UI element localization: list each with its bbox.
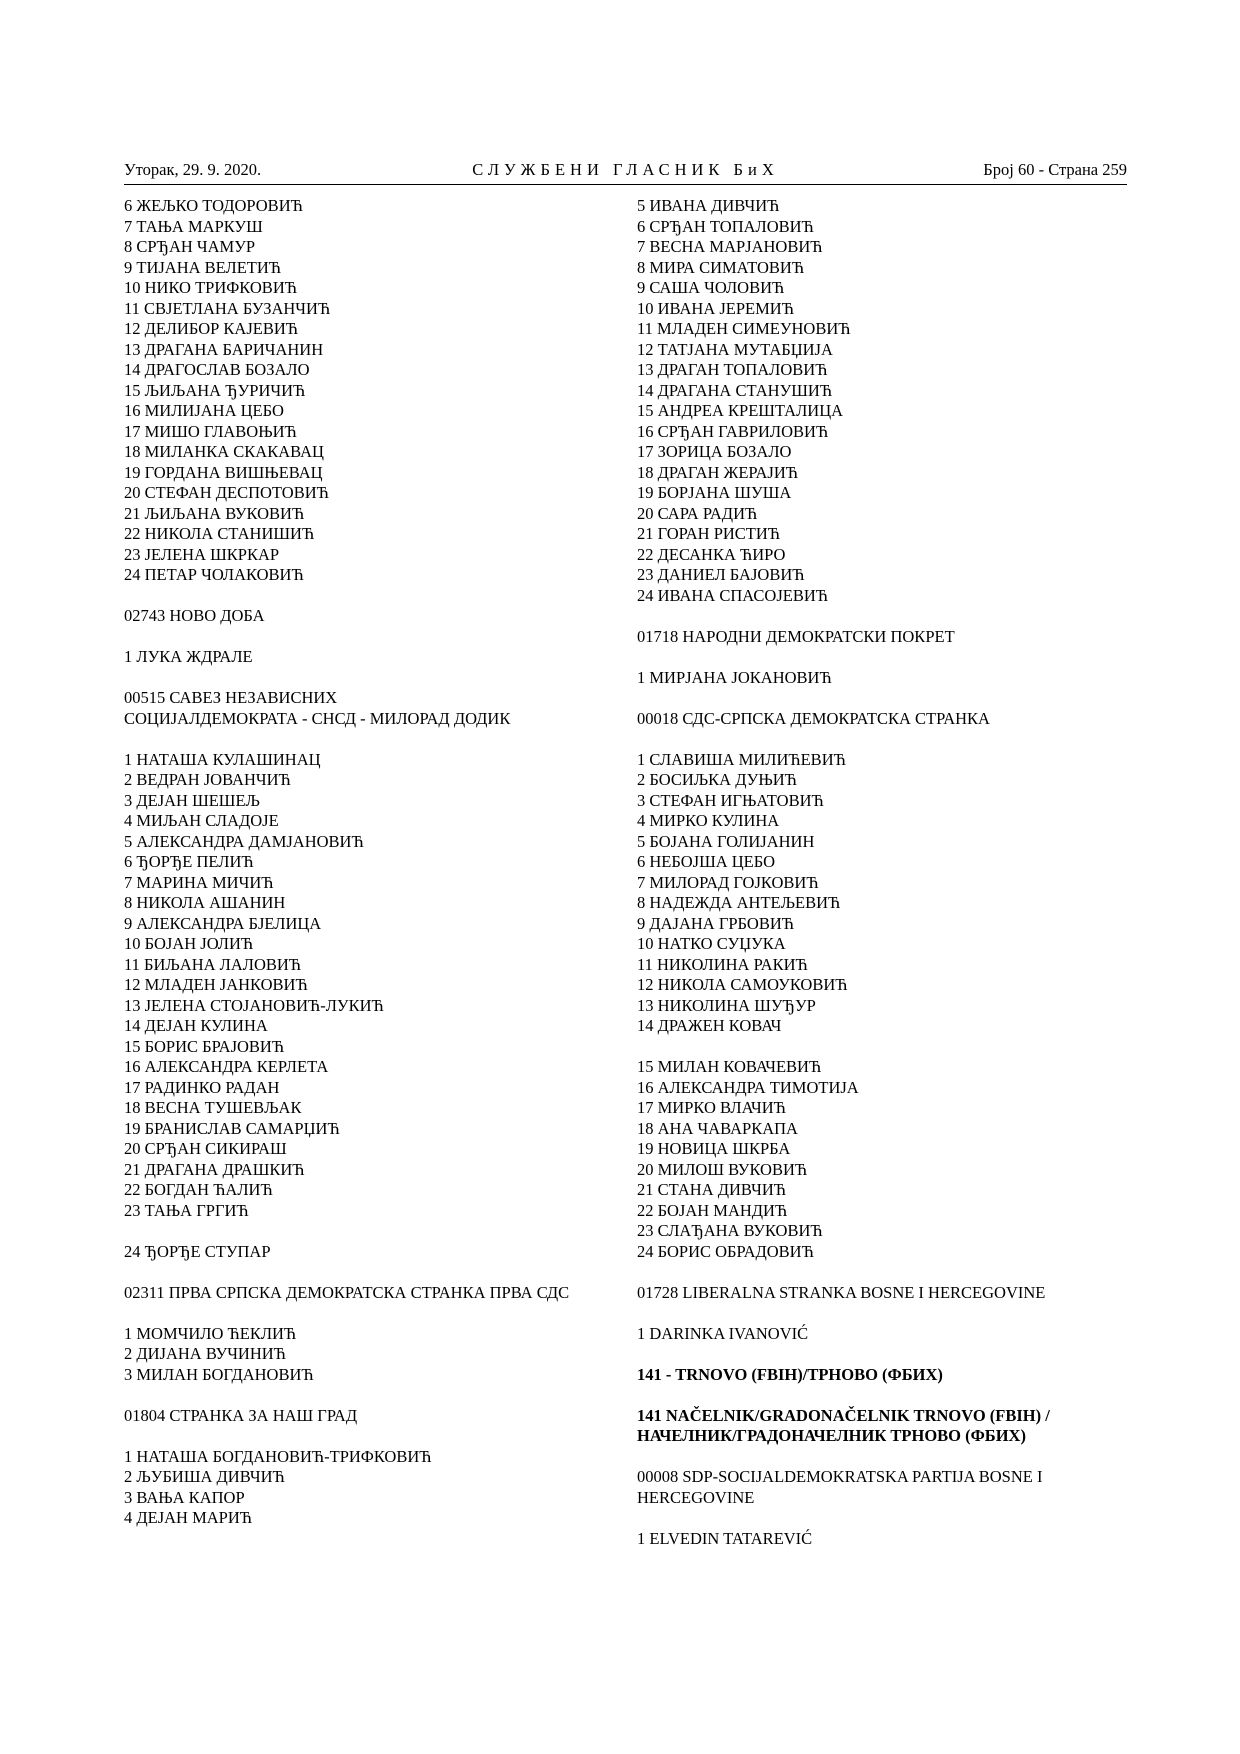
text-block	[124, 647, 586, 668]
text-line: 14 ДРАГАНА СТАНУШИЋ	[637, 380, 833, 400]
text-block	[637, 668, 1099, 689]
text-line: 1 ЛУКА ЖДРАЛЕ	[124, 647, 253, 666]
text-line: 12 МЛАДЕН ЈАНКОВИЋ	[124, 975, 308, 994]
text-line: 7 МИЛОРАД ГОЈКОВИЋ	[637, 872, 819, 892]
text-line: 1 DARINKA IVANOVIĆ	[637, 1323, 809, 1343]
text-line: 3 МИЛАН БОГДАНОВИЋ	[124, 1364, 314, 1384]
text-line: 9 ДАЈАНА ГРБОВИЋ	[637, 913, 794, 933]
text-line: 16 МИЛИЈАНА ЦЕБО	[124, 401, 284, 420]
text-line: 22 БОЈАН МАНДИЋ	[637, 1200, 788, 1220]
text-block	[637, 1467, 1099, 1508]
text-line: 19 НОВИЦА ШКРБА	[637, 1139, 791, 1158]
text-line: 1 МИРЈАНА ЈОКАНОВИЋ	[637, 667, 832, 687]
text-block	[637, 1529, 1099, 1550]
text-line: 8 НИКОЛА АШАНИН	[124, 893, 286, 912]
text-line: 00008 SDP-SOCIJALDEMOKRATSKA PARTIJA BOSNE I HERCEGOVINE	[637, 1467, 1043, 1507]
text-line: 18 МИЛАНКА СКАКАВАЦ	[124, 442, 324, 461]
text-line: 12 ДЕЛИБОР КАЈЕВИЋ	[124, 319, 298, 338]
text-line: 1 НАТАША БОГДАНОВИЋ-ТРИФКОВИЋ	[124, 1446, 432, 1466]
text-line: 9 ТИЈАНА ВЕЛЕТИЋ	[124, 257, 282, 277]
text-line: 7 ТАЊА МАРКУШ	[124, 216, 263, 236]
text-line: 16 АЛЕКСАНДРА ТИМОТИЈА	[637, 1077, 859, 1097]
text-line: 23 ТАЊА ГРГИЋ	[124, 1200, 249, 1220]
text-block	[637, 750, 1099, 1037]
text-line: 6 ЖЕЉКО ТОДОРОВИЋ	[124, 196, 303, 215]
text-line: 13 НИКОЛИНА ШУЂУР	[637, 995, 816, 1015]
text-line: 13 ДРАГАНА БАРИЧАНИН	[124, 339, 324, 359]
text-line: 19 БРАНИСЛАВ САМАРЏИЋ	[124, 1118, 340, 1138]
text-line: 6 НЕБОЈША ЦЕБО	[637, 852, 776, 871]
text-line: 2 ВЕДРАН ЈОВАНЧИЋ	[124, 770, 291, 789]
text-line: 9 САША ЧОЛОВИЋ	[637, 278, 785, 297]
left-column	[124, 196, 586, 1549]
text-line: 10 НИКО ТРИФКОВИЋ	[124, 278, 297, 297]
text-line: 02311 ПРВА СРПСКА ДЕМОКРАТСКА СТРАНКА ПРВА СДС	[124, 1282, 570, 1302]
text-line: 17 МИШО ГЛАВОЊИЋ	[124, 421, 297, 441]
text-line: 23 ДАНИЕЛ БАЈОВИЋ	[637, 565, 805, 584]
text-line: 18 АНА ЧАВАРКАПА	[637, 1118, 798, 1138]
text-line: 21 ГОРАН РИСТИЋ	[637, 524, 781, 543]
text-line: 22 БОГДАН ЋАЛИЋ	[124, 1180, 273, 1199]
text-line: СОЦИЈАЛДЕМОКРАТА - СНСД - МИЛОРАД ДОДИК	[124, 708, 511, 728]
text-line: 00515 САВЕЗ НЕЗАВИСНИХ	[124, 688, 338, 707]
text-block	[124, 1447, 586, 1529]
text-line: 20 МИЛОШ ВУКОВИЋ	[637, 1159, 808, 1179]
header-issue-page: Број 60 - Страна 259	[983, 160, 1127, 179]
text-line: 14 ДЕЈАН КУЛИНА	[124, 1016, 268, 1035]
text-line: 2 ДИЈАНА ВУЧИНИЋ	[124, 1344, 286, 1363]
text-line: 11 СВЈЕТЛАНА БУЗАНЧИЋ	[124, 298, 331, 318]
text-line: 11 НИКОЛИНА РАКИЋ	[637, 954, 808, 974]
text-block	[124, 750, 586, 1222]
text-line: 4 ДЕЈАН МАРИЋ	[124, 1508, 252, 1527]
text-line: 00018 СДС-СРПСКА ДЕМОКРАТСКА СТРАНКА	[637, 708, 990, 728]
text-line: 141 - TRNOVO (FBIH)/ТРНОВО (ФБИХ)	[637, 1364, 943, 1384]
text-line: 22 ДЕСАНКА ЋИРО	[637, 544, 786, 564]
text-block	[124, 606, 586, 627]
text-line: 24 БОРИС ОБРАДОВИЋ	[637, 1241, 814, 1261]
text-line: 17 ЗОРИЦА БОЗАЛО	[637, 442, 792, 461]
text-line: 01718 НАРОДНИ ДЕМОКРАТСКИ ПОКРЕТ	[637, 626, 955, 646]
text-line: 3 ВАЊА КАПОР	[124, 1487, 245, 1507]
text-line: 11 БИЉАНА ЛАЛОВИЋ	[124, 954, 302, 974]
text-line: 23 ЈЕЛЕНА ШКРКАР	[124, 544, 280, 564]
text-line: 5 АЛЕКСАНДРА ДАМЈАНОВИЋ	[124, 831, 364, 851]
header-publication-title: СЛУЖБЕНИ ГЛАСНИК БиХ	[472, 160, 779, 179]
text-line: 4 МИЉАН СЛАДОЈЕ	[124, 811, 279, 830]
text-line: НАЧЕЛНИК/ГРАДОНАЧЕЛНИК ТРНОВО (ФБИХ)	[637, 1426, 1026, 1445]
text-block	[637, 1324, 1099, 1345]
text-line: 15 АНДРЕА КРЕШТАЛИЦА	[637, 401, 844, 420]
text-line: 01728 LIBERALNA STRANKA BOSNE I HERCEGOVINE	[637, 1282, 1046, 1302]
text-line: 8 НАДЕЖДА АНТЕЉЕВИЋ	[637, 893, 841, 912]
text-line: 16 СРЂАН ГАВРИЛОВИЋ	[637, 421, 829, 441]
text-line: 7 МАРИНА МИЧИЋ	[124, 872, 274, 892]
text-line: 01804 СТРАНКА ЗА НАШ ГРАД	[124, 1405, 358, 1425]
text-line: 17 МИРКО ВЛАЧИЋ	[637, 1098, 786, 1117]
text-line: 11 МЛАДЕН СИМЕУНОВИЋ	[637, 319, 851, 338]
text-block	[124, 1242, 586, 1263]
text-line: 1 МОМЧИЛО ЋЕКЛИЋ	[124, 1323, 297, 1343]
text-line: 21 ДРАГАНА ДРАШКИЋ	[124, 1159, 305, 1179]
text-line: 15 ЉИЉАНА ЂУРИЧИЋ	[124, 380, 306, 400]
text-line: 24 ИВАНА СПАСОЈЕВИЋ	[637, 585, 828, 605]
text-line: 12 НИКОЛА САМОУКОВИЋ	[637, 975, 848, 994]
text-line: 20 САРА РАДИЋ	[637, 503, 758, 523]
header-date: Уторак, 29. 9. 2020.	[124, 160, 262, 179]
text-line: 19 БОРЈАНА ШУША	[637, 483, 792, 502]
text-line: 8 МИРА СИМАТОВИЋ	[637, 257, 805, 277]
text-line: 21 СТАНА ДИВЧИЋ	[637, 1180, 786, 1199]
text-block	[124, 1324, 586, 1386]
text-line: 24 ПЕТАР ЧОЛАКОВИЋ	[124, 565, 304, 584]
text-line: 13 ЈЕЛЕНА СТОЈАНОВИЋ-ЛУКИЋ	[124, 995, 384, 1015]
text-line: 5 БОЈАНА ГОЛИЈАНИН	[637, 831, 815, 851]
text-line: 1 ELVEDIN TATAREVIĆ	[637, 1528, 813, 1548]
text-line: 24 ЂОРЂЕ СТУПАР	[124, 1241, 271, 1261]
text-block	[124, 196, 586, 586]
text-line: 22 НИКОЛА СТАНИШИЋ	[124, 524, 315, 543]
text-line: 10 НАТКО СУЏУКА	[637, 934, 786, 953]
right-column	[637, 196, 1099, 1570]
text-line: 6 СРЂАН ТОПАЛОВИЋ	[637, 216, 814, 236]
text-line: 1 СЛАВИША МИЛИЋЕВИЋ	[637, 749, 846, 769]
text-block	[637, 1057, 1099, 1262]
text-line: 20 СТЕФАН ДЕСПОТОВИЋ	[124, 483, 329, 502]
text-line: 21 ЉИЉАНА ВУКОВИЋ	[124, 503, 305, 523]
text-line: 6 ЂОРЂЕ ПЕЛИЋ	[124, 852, 254, 871]
text-line: 14 ДРАЖЕН КОВАЧ	[637, 1016, 782, 1035]
text-line: 141 NAČELNIK/GRADONAČELNIK TRNOVO (FBIH) /	[637, 1405, 1050, 1425]
text-line: 1 НАТАША КУЛАШИНАЦ	[124, 749, 321, 769]
text-line: 10 ИВАНА ЈЕРЕМИЋ	[637, 298, 794, 318]
text-block	[637, 196, 1099, 606]
text-line: 15 БОРИС БРАЈОВИЋ	[124, 1036, 285, 1056]
text-line: 2 ЉУБИША ДИВЧИЋ	[124, 1467, 285, 1486]
text-line: 20 СРЂАН СИКИРАШ	[124, 1139, 287, 1158]
text-block	[637, 709, 1099, 730]
text-block	[124, 1406, 586, 1427]
text-line: 7 ВЕСНА МАРЈАНОВИЋ	[637, 237, 823, 256]
text-block	[124, 1283, 586, 1304]
text-block	[637, 1406, 1099, 1447]
text-line: 8 СРЂАН ЧАМУР	[124, 237, 256, 256]
text-line: 12 ТАТЈАНА МУТАБЏИЈА	[637, 339, 833, 359]
page-header	[124, 160, 1127, 185]
text-line: 14 ДРАГОСЛАВ БОЗАЛО	[124, 360, 310, 379]
text-line: 10 БОЈАН ЈОЛИЋ	[124, 934, 254, 953]
text-line: 13 ДРАГАН ТОПАЛОВИЋ	[637, 360, 828, 379]
text-line: 18 ДРАГАН ЖЕРАЈИЋ	[637, 462, 798, 482]
text-line: 19 ГОРДАНА ВИШЊЕВАЦ	[124, 462, 323, 482]
text-line: 15 МИЛАН КОВАЧЕВИЋ	[637, 1057, 822, 1076]
text-line: 3 ДЕЈАН ШЕШЕЉ	[124, 790, 260, 810]
text-line: 4 МИРКО КУЛИНА	[637, 811, 780, 830]
text-block	[637, 627, 1099, 648]
text-line: 5 ИВАНА ДИВЧИЋ	[637, 196, 780, 215]
text-line: 02743 НОВО ДОБА	[124, 606, 265, 625]
text-line: 2 БОСИЉКА ДУЊИЋ	[637, 770, 797, 789]
text-block	[637, 1365, 1099, 1386]
text-line: 16 АЛЕКСАНДРА КЕРЛЕТА	[124, 1057, 329, 1076]
text-line: 9 АЛЕКСАНДРА БЈЕЛИЦА	[124, 913, 322, 933]
text-line: 23 СЛАЂАНА ВУКОВИЋ	[637, 1221, 823, 1240]
text-line: 18 ВЕСНА ТУШЕВЉАК	[124, 1098, 302, 1117]
text-line: 17 РАДИНКО РАДАН	[124, 1077, 280, 1097]
text-block	[637, 1283, 1099, 1304]
text-line: 3 СТЕФАН ИГЊАТОВИЋ	[637, 790, 824, 810]
text-block	[124, 688, 586, 729]
